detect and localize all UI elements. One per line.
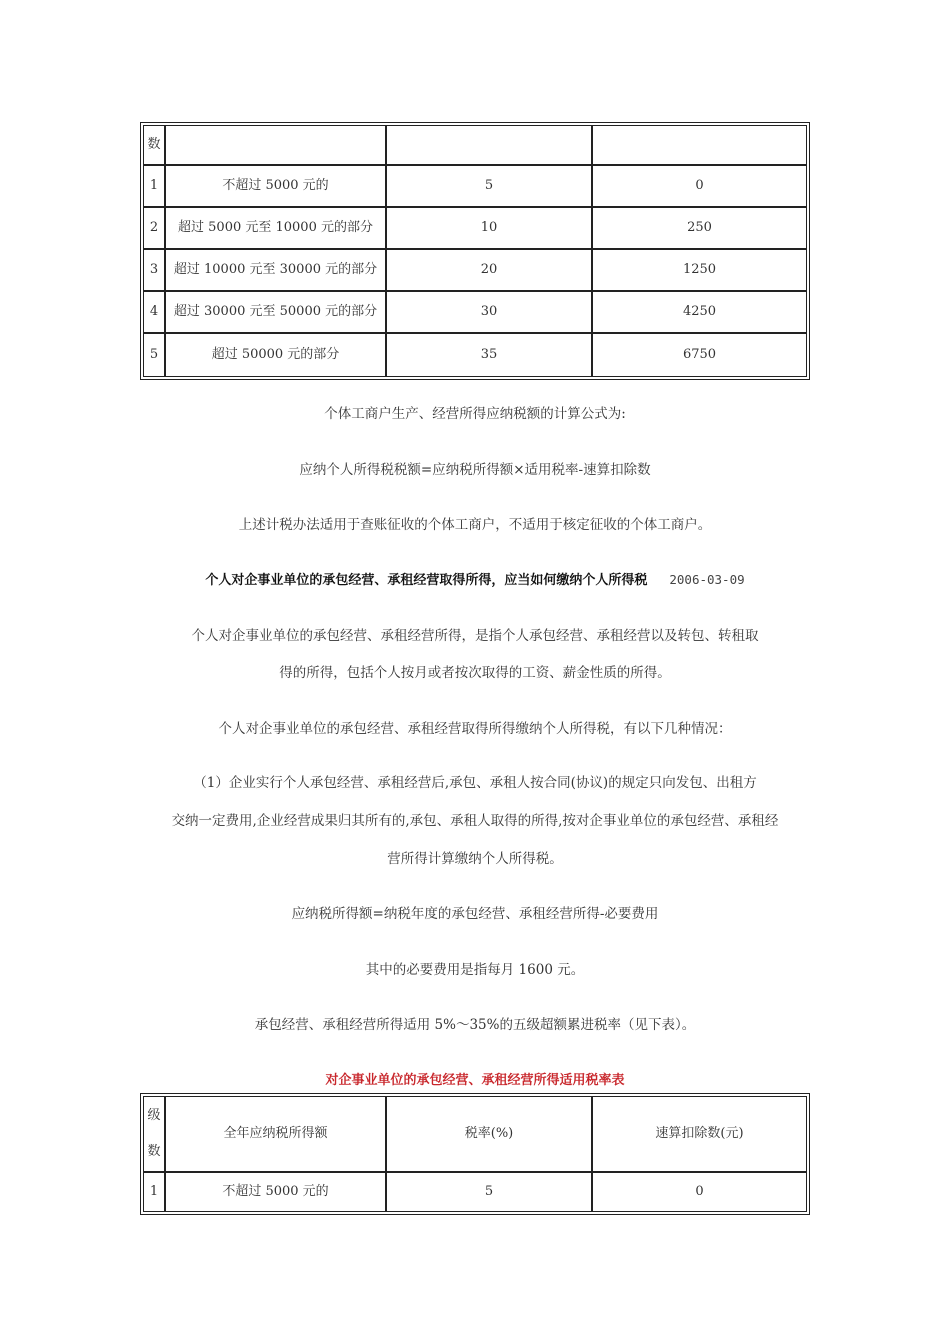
deduction-cell: 1250 (682, 262, 717, 277)
level-header-top: 级 (147, 1108, 161, 1123)
table-row (144, 1173, 806, 1211)
income-range-cell: 超过 30000 元至 50000 元的部分 (166, 292, 387, 332)
income-range-cell: 超过 50000 元的部分 (166, 334, 387, 376)
tax-formula: 应纳个人所得税税额=应纳税所得额×适用税率-速算扣除数 (299, 462, 651, 478)
taxable-income-formula: 应纳税所得额=纳税年度的承包经营、承租经营所得-必要费用 (291, 906, 659, 922)
income-range-cell: 超过 10000 元至 30000 元的部分 (166, 250, 387, 290)
deduction-cell: 250 (687, 220, 712, 235)
level-cell: 5 (144, 334, 166, 376)
situations-intro: 个人对企事业单位的承包经营、承租经营取得所得缴纳个人所得税，有以下几种情况： (218, 721, 732, 737)
rate-header-cell: 税率(%) (387, 1097, 593, 1171)
income-range-cell: 不超过 5000 元的 (166, 1173, 387, 1211)
case-1-line-1: （1）企业实行个人承包经营、承租经营后,承包、承租人按合同(协议)的规定只向发包、出租方 (193, 775, 757, 791)
rate-cell: 5 (387, 166, 593, 206)
deduction-cell: 4250 (682, 304, 717, 319)
level-header-cell (144, 1097, 166, 1171)
definition-line-1: 个人对企事业单位的承包经营、承租经营所得，是指个人承包经营、承租经营以及转包、转租取 (191, 628, 759, 644)
rate-cell: 30 (387, 292, 593, 332)
deduction-cell: 0 (695, 1184, 704, 1199)
table-header-row (144, 126, 806, 166)
level-cell: 1 (144, 166, 166, 206)
rate-cell: 35 (387, 334, 593, 376)
rate-cell: 10 (387, 208, 593, 248)
formula-intro: 个体工商户生产、经营所得应纳税额的计算公式为: (324, 406, 626, 422)
rate-cell: 5 (387, 1173, 593, 1211)
rate-note: 承包经营、承租经营所得适用 5%～35%的五级超额累进税率（见下表）。 (254, 1017, 696, 1033)
case-1-line-3: 营所得计算缴纳个人所得税。 (387, 851, 563, 867)
level-cell: 4 (144, 292, 166, 332)
table-header-cell (387, 126, 593, 164)
section-date: 2006-03-09 (669, 572, 745, 587)
applicability-note: 上述计税办法适用于查账征收的个体工商户，不适用于核定征收的个体工商户。 (238, 517, 712, 533)
definition-line-2: 得的所得，包括个人按月或者按次取得的工资、薪金性质的所得。 (279, 665, 671, 681)
income-header-cell: 全年应纳税所得额 (166, 1097, 387, 1171)
tax-rate-table-individual (143, 125, 807, 377)
section-title: 个人对企事业单位的承包经营、承租经营取得所得，应当如何缴纳个人所得税 (205, 573, 648, 588)
table-row (144, 292, 806, 334)
case-1-line-2: 交纳一定费用,企业经营成果归其所有的,承包、承租人取得的所得,按对企事业单位的承包经营、承租经 (171, 813, 779, 829)
rate-cell: 20 (387, 250, 593, 290)
table-row (144, 250, 806, 292)
deduction-cell: 6750 (682, 347, 717, 362)
level-cell: 2 (144, 208, 166, 248)
table-title: 对企事业单位的承包经营、承租经营所得适用税率表 (325, 1073, 625, 1088)
tax-rate-table-contract (143, 1096, 807, 1212)
table-row (144, 166, 806, 208)
table-row (144, 334, 806, 376)
income-range-cell: 超过 5000 元至 10000 元的部分 (166, 208, 387, 248)
deduction-cell: 0 (695, 178, 704, 193)
table-header-cell (166, 126, 387, 164)
deduction-header-cell: 速算扣除数(元) (655, 1126, 744, 1141)
level-cell: 3 (144, 250, 166, 290)
table-header-cell: 数 (144, 126, 166, 164)
income-range-cell: 不超过 5000 元的 (166, 166, 387, 206)
level-cell: 1 (144, 1173, 166, 1211)
table-header-row (144, 1097, 806, 1173)
table-row (144, 208, 806, 250)
section-heading (143, 569, 807, 588)
level-header-bottom: 数 (147, 1144, 161, 1159)
table-header-cell (593, 126, 806, 164)
necessary-expense-note: 其中的必要费用是指每月 1600 元。 (365, 962, 585, 978)
